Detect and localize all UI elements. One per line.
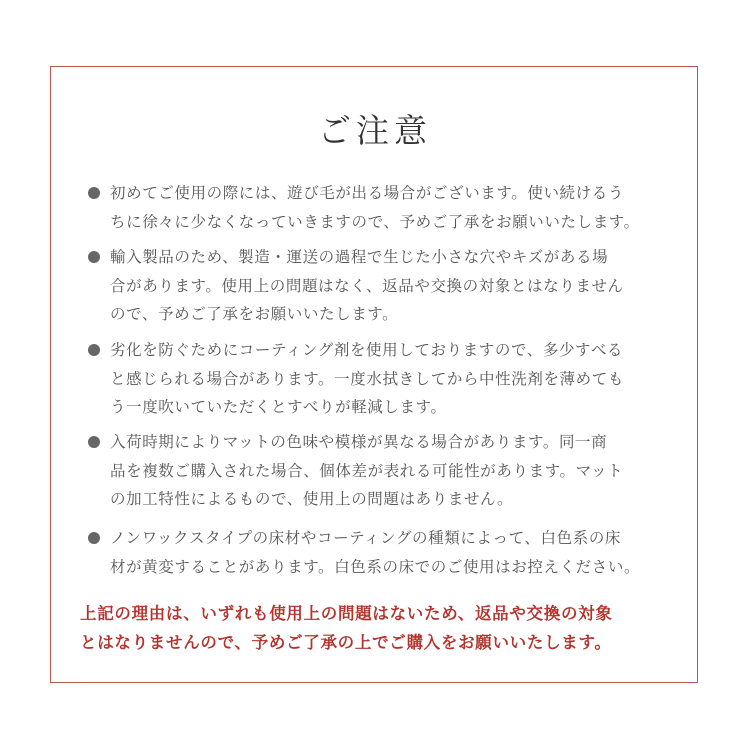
note-line: ノンワックスタイプの床材やコーティングの種類によって、白色系の床 xyxy=(110,529,622,547)
bullet-icon xyxy=(88,532,100,544)
note-line: ちに徐々に少なくなっていきますので、予めご了承をお願いいたします。 xyxy=(110,213,640,231)
note-line: 材が黄変することがあります。白色系の床でのご使用はお控えください。 xyxy=(110,558,641,576)
note-line: 劣化を防ぐためにコーティング剤を使用しておりますので、多少すべる xyxy=(110,341,624,359)
bullet-icon xyxy=(88,436,100,448)
note-line: 品を複数ご購入された場合、個体差が表れる可能性があります。マット xyxy=(110,462,624,480)
note-line: と感じられる場合があります。一度水拭きしてから中性洗剤を薄めても xyxy=(110,370,624,388)
note-line: 合があります。使用上の問題はなく、返品や交換の対象とはなりません xyxy=(110,277,624,295)
note-line: う一度吹いていただくとすべりが軽減します。 xyxy=(110,398,447,416)
bullet-icon xyxy=(88,251,100,263)
bullet-icon xyxy=(88,344,100,356)
note-line: 輸入製品のため、製造・運送の過程で生じた小さな穴やキズがある場 xyxy=(110,248,609,266)
note-line: の加工特性によるもので、使用上の問題はありません。 xyxy=(110,490,514,508)
note-line: ので、予めご了承をお願いいたします。 xyxy=(110,305,399,323)
note-line: 初めてご使用の際には、遊び毛が出る場合がございます。使い続けるう xyxy=(110,184,624,202)
note-line: 入荷時期によりマットの色味や模様が異なる場合があります。同一商 xyxy=(110,433,608,451)
summary-line: とはなりませんので、予めご了承の上でご購入をお願いいたします。 xyxy=(80,633,612,652)
page-title: ご注意 xyxy=(318,111,432,150)
summary-line: 上記の理由は、いずれも使用上の問題はないため、返品や交換の対象 xyxy=(80,604,613,623)
bullet-icon xyxy=(88,187,100,199)
